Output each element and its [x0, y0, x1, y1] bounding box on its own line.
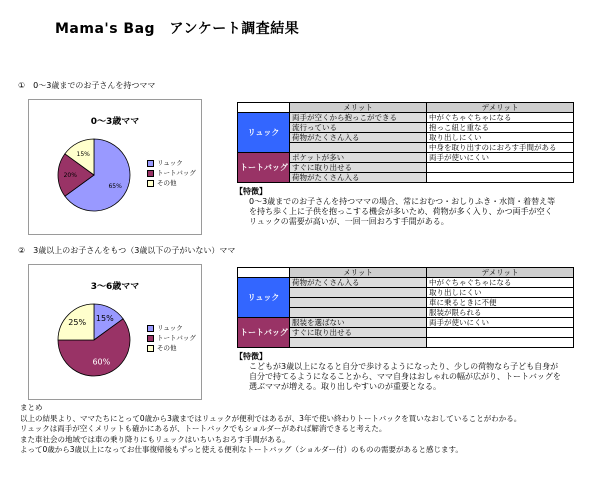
legend-swatch: [147, 160, 154, 167]
merit-cell: [290, 288, 427, 298]
header-demerit: デメリット: [427, 103, 574, 113]
merit-cell: [290, 298, 427, 308]
demerit-cell: [427, 163, 574, 173]
legend-swatch: [147, 180, 154, 187]
merit-cell: すぐに取り出せる: [290, 328, 427, 338]
feature-line: を持ち歩く上に子供を抱っこする機会が多いため、荷物が多く入り、かつ両手が空く: [249, 207, 553, 216]
pie-value-label: 20%: [63, 172, 77, 179]
chart-2-title: 3～6歳ママ: [90, 282, 140, 292]
merit-cell: 流行っている: [290, 123, 427, 133]
header-blank: [238, 103, 290, 113]
demerit-cell: 取り出しにくい: [427, 133, 574, 143]
demerit-cell: 両手が使いにくい: [427, 318, 574, 328]
category-riyukku: リュック: [238, 278, 290, 318]
chart-2-legend: [147, 323, 196, 353]
legend-item-totobag: トートバッグ: [147, 333, 196, 343]
demerit-cell: 取り出しにくい: [427, 288, 574, 298]
table-header-row: [238, 268, 574, 278]
section-1-heading: ① 0～3歳までのお子さんを持つママ: [18, 81, 156, 90]
merit-cell: [290, 308, 427, 318]
demerit-cell: 抱っこ紐と重なる: [427, 123, 574, 133]
feature-line: こどもが3歳以上になると自分で歩けるようになったり、少しの荷物なら子ども自身が: [249, 362, 559, 371]
merit-cell: 服装を選ばない: [290, 318, 427, 328]
table-row: [238, 113, 574, 123]
merit-cell: [290, 338, 427, 348]
feature-block-2: [235, 352, 561, 392]
header-blank: [238, 268, 290, 278]
feature-line: 選ぶママが増える。取り出しやすいのが重要となる。: [249, 382, 441, 391]
feature-line: 0～3歳までのお子さんを持つママの場合、常におむつ・おしりふき・水筒・着替え等: [249, 197, 556, 206]
legend-swatch: [147, 335, 154, 342]
merit-cell: ポケットが多い: [290, 153, 427, 163]
demerit-cell: 両手が使いにくい: [427, 153, 574, 163]
chart-2-box: [28, 264, 202, 400]
demerit-cell: 中がぐちゃぐちゃになる: [427, 278, 574, 288]
pie-value-label: 15%: [76, 150, 90, 158]
table-header-row: [238, 103, 574, 113]
comparison-table-1: [237, 102, 574, 183]
chart-1-box: [28, 99, 202, 235]
demerit-cell: 中身を取り出すのにおろす手間がある: [427, 143, 574, 153]
merit-cell: 荷物がたくさん入る: [290, 133, 427, 143]
category-totobag: トートバッグ: [238, 318, 290, 348]
demerit-cell: [427, 338, 574, 348]
merit-cell: 両手が空くから抱っこができる: [290, 113, 427, 123]
summary-line: リュックは両手が空くメリットも確かにあるが、トートバックでもショルダーがあれば解消できると考えた。: [20, 424, 387, 433]
summary-block: [20, 403, 521, 456]
summary-heading: まとめ: [20, 403, 43, 412]
demerit-cell: [427, 328, 574, 338]
merit-cell: [290, 143, 427, 153]
feature-line: リュックの需要が高いが、一回一回おろす手間がある。: [249, 217, 449, 226]
header-demerit: デメリット: [427, 268, 574, 278]
legend-swatch: [147, 345, 154, 352]
demerit-cell: 中がぐちゃぐちゃになる: [427, 113, 574, 123]
legend-item-riyukku: リュック: [147, 158, 196, 168]
feature-line: 自分で持てるようになることから、ママ自身はおしゃれの幅が広がり、トートバッグを: [249, 372, 561, 381]
pie-value-label: 15%: [95, 313, 114, 323]
table-row: [238, 278, 574, 288]
merit-cell: 荷物がたくさん入る: [290, 278, 427, 288]
legend-item-sonota: その他: [147, 178, 196, 188]
feature-block-1: [235, 187, 555, 227]
chart-1-legend: [147, 158, 196, 188]
demerit-cell: 服装が限られる: [427, 308, 574, 318]
legend-item-totobag: トートバッグ: [147, 168, 196, 178]
chart-1-title: 0～3歳ママ: [90, 117, 140, 127]
table-row: [238, 318, 574, 328]
pie-value-label: 25%: [68, 318, 87, 328]
header-merit: メリット: [290, 268, 427, 278]
legend-swatch: [147, 325, 154, 332]
section-2-heading: ② 3歳以上のお子さんをもつ（3歳以下の子がいない）ママ: [18, 246, 236, 255]
legend-item-riyukku: リュック: [147, 323, 196, 333]
summary-line: また車社会の地域では車の乗り降りにもリュックはいちいちおろす手間がある。: [20, 434, 290, 444]
page-title: Mama's Bag アンケート調査結果: [55, 21, 300, 37]
demerit-cell: [427, 173, 574, 183]
merit-cell: 荷物がたくさん入る: [290, 173, 427, 183]
comparison-table-2: [237, 267, 574, 348]
category-totobag: トートバッグ: [238, 153, 290, 183]
legend-swatch: [147, 170, 154, 177]
merit-cell: すぐに取り出せる: [290, 163, 427, 173]
feature-heading: 【特徴】: [235, 187, 267, 196]
feature-heading: 【特徴】: [235, 352, 267, 361]
legend-item-sonota: その他: [147, 343, 196, 353]
pie-value-label: 60%: [92, 357, 111, 367]
table-row: [238, 153, 574, 163]
demerit-cell: 車に乗るときに不便: [427, 298, 574, 308]
category-riyukku: リュック: [238, 113, 290, 153]
summary-line: よって0歳から3歳以上になってお仕事復帰後もずっと使える便利なトートバッグ（ショルダー付）のものの需要があると感じます。: [20, 445, 463, 454]
summary-line: 以上の結果より、ママたちにとって0歳から3歳まではリュックが便利ではあるが、3年で使い終わりトートバックを買いなおしていることがわかる。: [20, 413, 522, 423]
header-merit: メリット: [290, 103, 427, 113]
pie-value-label: 65%: [108, 182, 122, 190]
